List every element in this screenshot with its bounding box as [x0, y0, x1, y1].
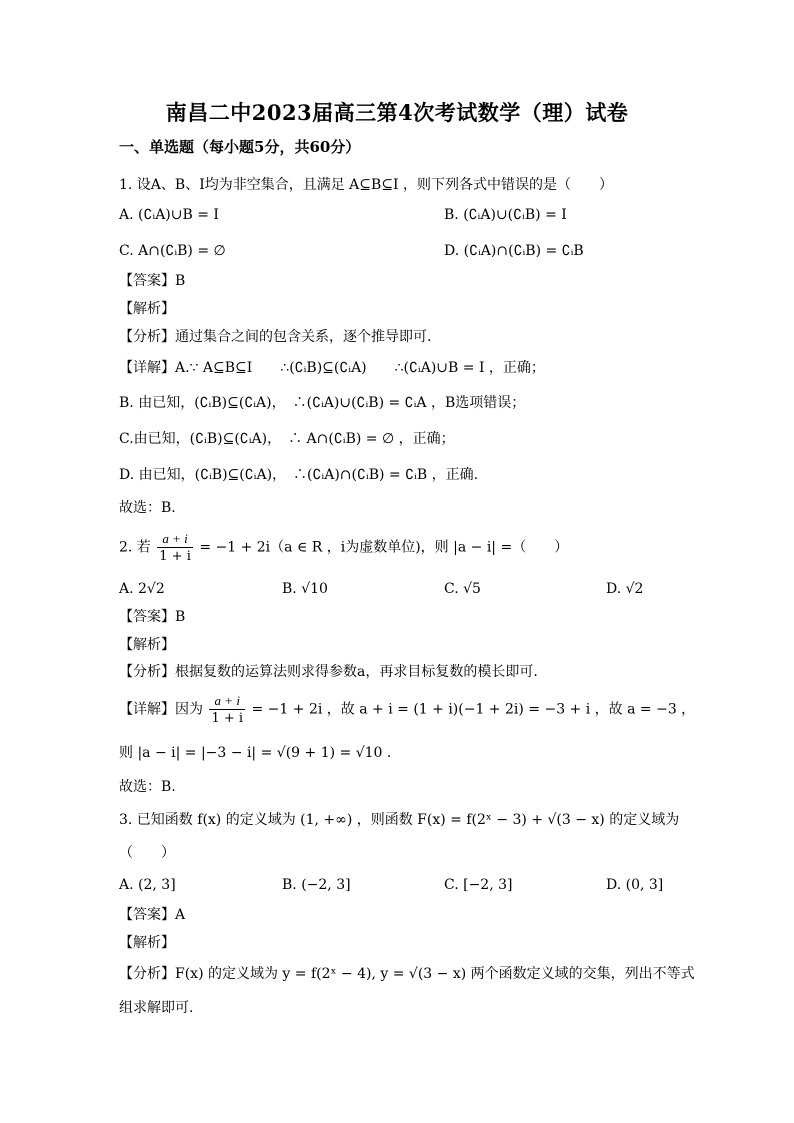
q3-answer-paren: （ ）: [119, 845, 175, 861]
q3-analysis-line-1: 【分析】F(x) 的定义域为 y = f(2ˣ − 4), y = √(3 − x) 两个函数定义域的交集，列出不等式: [119, 966, 695, 982]
q1-option-c: C. A∩(∁ᵢB) = ∅: [119, 243, 226, 259]
q2-jiexi-label: 【解析】: [119, 637, 175, 653]
q3-jiexi-label: 【解析】: [119, 935, 175, 951]
q2-fraction-denominator: 1 + i: [159, 549, 191, 564]
q2-detail-fraction: [209, 692, 245, 727]
exam-title: 南昌二中2023届高三第4次考试数学（理）试卷: [165, 100, 629, 125]
q2-stem-suffix: = −1 + 2i（a ∈ R ，i为虚数单位)，则 |a − i| =（ ）: [199, 539, 569, 556]
q3-option-c: C. [−2, 3]: [444, 877, 513, 893]
q3-option-a: A. (2, 3]: [119, 877, 176, 893]
q3-option-b: B. (−2, 3]: [282, 877, 351, 893]
q1-option-b: B. (∁ᵢA)∪(∁ᵢB) = I: [444, 207, 567, 223]
q2-analysis: 【分析】根据复数的运算法则求得参数a，再求目标复数的模长即可.: [119, 664, 538, 680]
q3-analysis-line-2: 组求解即可.: [119, 1000, 194, 1016]
q1-detail-line-4: D. 由已知，(∁ᵢB)⊆(∁ᵢA)， ∴(∁ᵢA)∩(∁ᵢB) = ∁ᵢB ，正确.: [119, 467, 479, 483]
q3-answer: 【答案】A: [119, 907, 186, 923]
q2-detail-line-2: 则 |a − i| = |−3 − i| = √(9 + 1) = √10 .: [119, 745, 392, 761]
q2-option-d: D. √2: [606, 581, 644, 597]
q2-fraction-numerator: a + i: [157, 530, 193, 548]
q2-choice: 故选：B.: [119, 779, 176, 795]
q1-detail-line-2: B. 由已知，(∁ᵢB)⊆(∁ᵢA)， ∴(∁ᵢA)∪(∁ᵢB) = ∁ᵢA ，B选项错误；: [119, 395, 526, 411]
q2-detail-prefix: 【详解】因为: [119, 701, 203, 718]
q1-option-a: A. (∁ᵢA)∪B = I: [119, 207, 219, 223]
q1-analysis: 【分析】通过集合之间的包含关系，逐个推导即可.: [119, 329, 432, 345]
q2-detail-fraction-denominator: 1 + i: [211, 711, 244, 726]
q2-option-c: C. √5: [444, 581, 481, 597]
q2-option-a: A. 2√2: [119, 581, 165, 597]
q2-answer: 【答案】B: [119, 609, 186, 625]
q3-option-d: D. (0, 3]: [606, 877, 664, 893]
q2-stem-prefix: 2. 若: [119, 539, 151, 556]
q1-detail-line-3: C.由已知，(∁ᵢB)⊆(∁ᵢA)， ∴ A∩(∁ᵢB) = ∅ ，正确；: [119, 431, 455, 447]
q1-jiexi-label: 【解析】: [119, 301, 175, 317]
q2-fraction: [157, 530, 193, 565]
q2-detail-line-1: [119, 692, 695, 727]
q1-option-d: D. (∁ᵢA)∩(∁ᵢB) = ∁ᵢB: [444, 243, 584, 259]
q1-detail-line-1: 【详解】A.∵ A⊆B⊆I ∴(∁ᵢB)⊆(∁ᵢA) ∴(∁ᵢA)∪B = I ，正确；: [119, 360, 545, 376]
q2-option-b: B. √10: [282, 581, 328, 597]
section-heading: 一、单选题（每小题5分，共60分）: [119, 138, 361, 156]
q1-stem: 1. 设A、B、I均为非空集合，且满足 A⊆B⊆I ，则下列各式中错误的是（ ）: [119, 177, 614, 193]
q2-stem: [119, 530, 568, 565]
q1-choice: 故选：B.: [119, 500, 176, 516]
q2-detail-suffix: = −1 + 2i ，故 a + i = (1 + i)(−1 + 2i) = −3 + i ，故 a = −3 ，: [251, 701, 696, 718]
q3-stem: 3. 已知函数 f(x) 的定义域为 (1, +∞) ，则函数 F(x) = f(2ˣ − 3) + √(3 − x) 的定义域为: [119, 812, 680, 828]
q1-answer: 【答案】B: [119, 273, 186, 289]
q2-detail-fraction-numerator: a + i: [209, 692, 245, 710]
